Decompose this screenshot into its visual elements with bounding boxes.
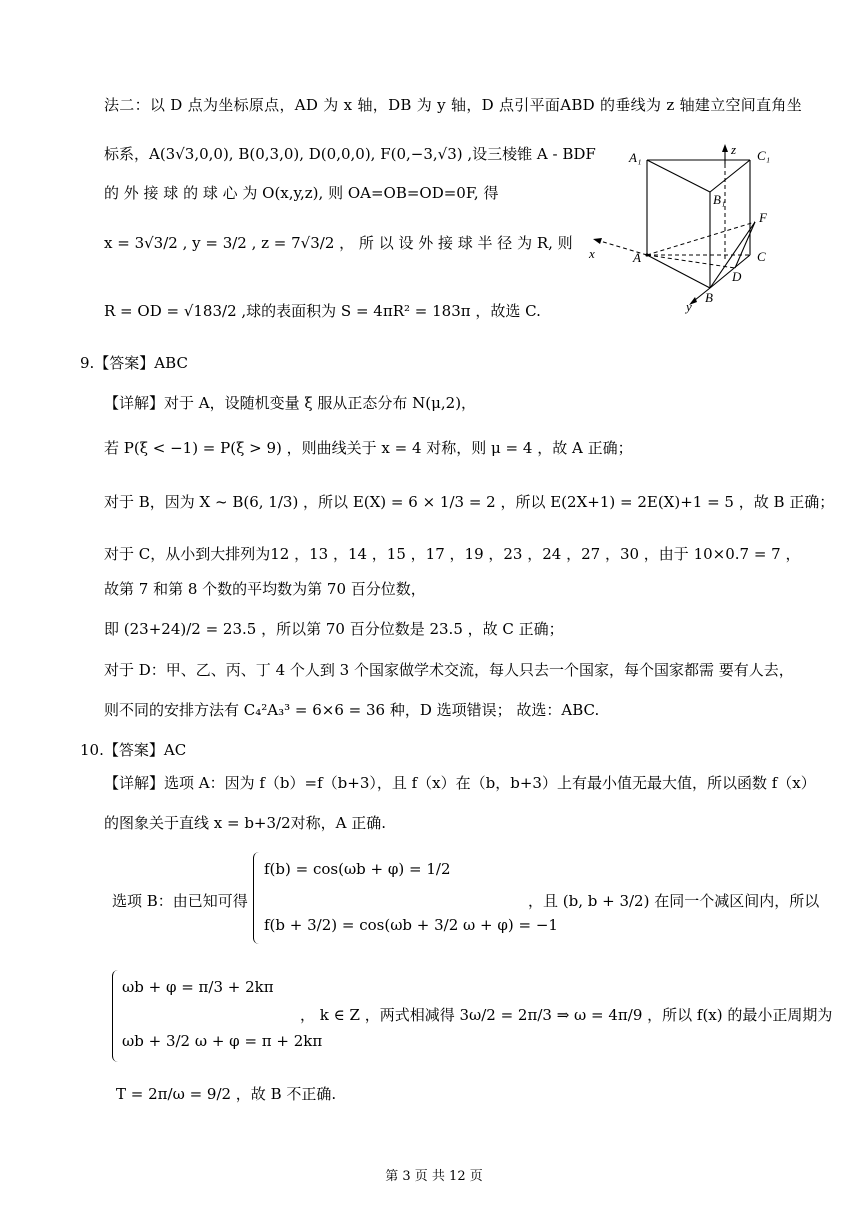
- label-y: y: [686, 299, 692, 314]
- label-B: B: [705, 290, 713, 305]
- q10-optionB-intro: 选项 B：由已知可得: [112, 892, 248, 910]
- label-x: x: [589, 246, 595, 261]
- solution8-line2: 标系，A(3√3,0,0), B(0,3,0), D(0,0,0), F(0,−3,√3) ,设三棱锥 A - BDF: [104, 145, 596, 163]
- label-C1: C₁: [757, 148, 771, 163]
- q9-line2: 若 P(ξ < −1) = P(ξ > 9) ，则曲线关于 x = 4 对称，则 μ = 4 ，故 A 正确；: [104, 439, 633, 457]
- label-B1: B₁: [713, 192, 726, 207]
- label-A: A: [633, 250, 641, 265]
- label-z: z: [731, 142, 737, 157]
- q10-line1: 【详解】选项 A：因为 f（b）=f（b+3），且 f（x）在（b，b+3）上有最小值无最大值，所以函数 f（x）: [104, 774, 816, 792]
- q10-system2-bottom: ωb + 3/2 ω + φ = π + 2kπ: [122, 1032, 323, 1050]
- label-A1: A₁: [629, 150, 642, 165]
- label-F: F: [759, 210, 767, 225]
- label-D: D: [732, 269, 742, 284]
- prism-figure: [585, 140, 785, 315]
- q10-system2-brace: [112, 970, 121, 1062]
- q10-line4: ， k ∈ Z ，两式相减得 3ω/2 = 2π/3 ⇒ ω = 4π/9 ，所以 f(x) 的最小正周期为: [300, 1006, 833, 1024]
- q9-line3: 对于 B，因为 X ~ B(6, 1/3) ，所以 E(X) = 6 × 1/3 = 2 ，所以 E(2X+1) = 2E(X)+1 = 5 ，故 B 正确；: [104, 493, 835, 511]
- q10-system2-top: ωb + φ = π/3 + 2kπ: [122, 978, 274, 996]
- q10-optionB-cont: ，且 (b, b + 3/2) 在同一个减区间内，所以: [528, 892, 820, 910]
- solution8-line5: R = OD = √183/2 ,球的表面积为 S = 4πR² = 183π ，故选 C.: [104, 302, 541, 320]
- page-footer: 第 3 页 共 12 页: [385, 1169, 483, 1184]
- q9-line7: 对于 D：甲、乙、丙、丁 4 个人到 3 个国家做学术交流，每人只去一个国家，每个国家都需 要有人去，: [104, 661, 794, 679]
- label-C: C: [757, 249, 766, 264]
- q9-line5: 故第 7 和第 8 个数的平均数为第 70 百分位数，: [104, 580, 426, 598]
- q9-answer-heading: 9.【答案】ABC: [80, 354, 188, 372]
- q10-system1-bottom: f(b + 3/2) = cos(ωb + 3/2 ω + φ) = −1: [264, 916, 558, 934]
- q10-line2: 的图象关于直线 x = b+3/2对称，A 正确.: [104, 814, 387, 832]
- q10-system1-brace: [253, 852, 262, 944]
- q10-system1-top: f(b) = cos(ωb + φ) = 1/2: [264, 860, 451, 878]
- solution8-line3: 的 外 接 球 的 球 心 为 O(x,y,z), 则 OA=OB=OD=0F, 得: [104, 184, 499, 202]
- q9-line6: 即 (23+24)/2 = 23.5 ，所以第 70 百分位数是 23.5 ，故 C 正确；: [104, 620, 564, 638]
- solution8-line4: x = 3√3/2 , y = 3/2 , z = 7√3/2 ， 所 以 设 外 接 球 半 径 为 R, 则: [104, 234, 573, 252]
- q10-line5: T = 2π/ω = 9/2 ，故 B 不正确.: [116, 1085, 337, 1103]
- solution8-line1: 法二：以 D 点为坐标原点，AD 为 x 轴，DB 为 y 轴，D 点引平面ABD 的垂线为 z 轴建立空间直角坐: [104, 96, 802, 114]
- q9-line8: 则不同的安排方法有 C₄²A₃³ = 6×6 = 36 种，D 选项错误； 故选：ABC.: [104, 701, 600, 719]
- q10-answer-heading: 10.【答案】AC: [80, 741, 187, 759]
- q9-line4: 对于 C，从小到大排列为12 ，13 ，14 ，15 ，17 ，19 ，23 ，24 ，27 ，30 ，由于 10×0.7 = 7 ，: [104, 545, 801, 563]
- q9-line1: 【详解】对于 A，设随机变量 ξ 服从正态分布 N(μ,2)，: [104, 394, 477, 412]
